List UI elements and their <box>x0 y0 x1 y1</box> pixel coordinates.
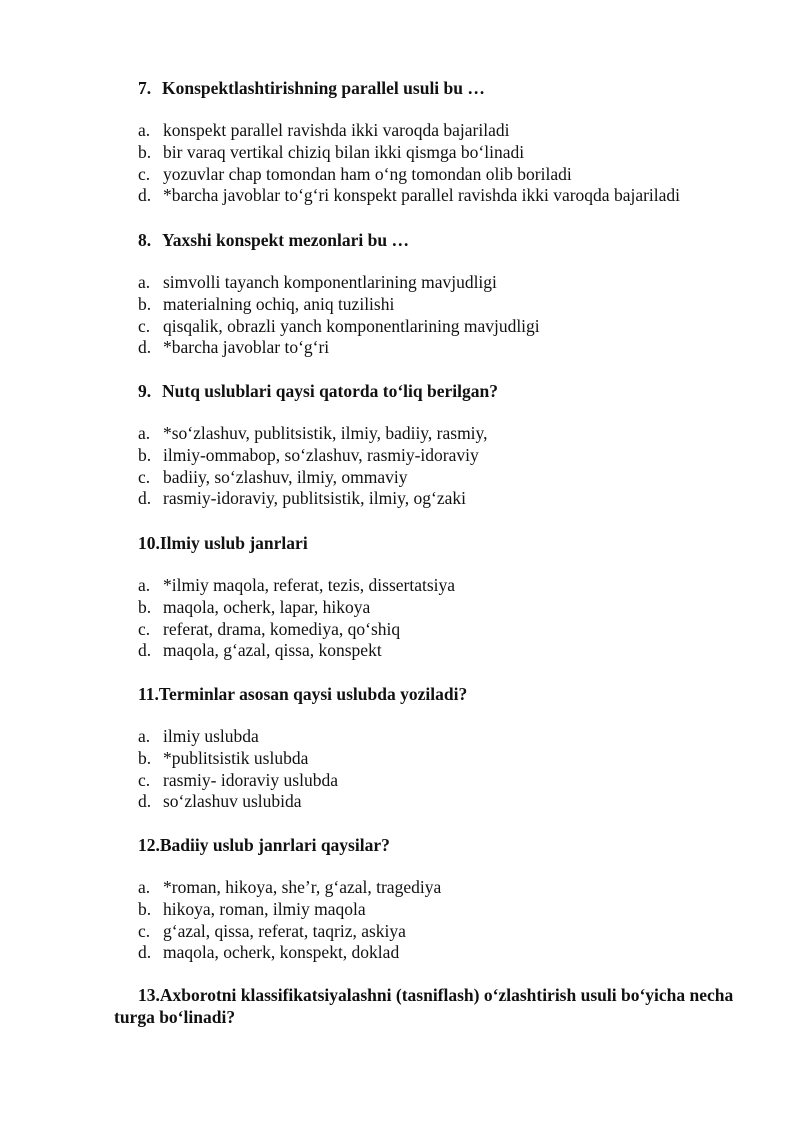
option-text: ilmiy uslubda <box>163 726 259 746</box>
option-item <box>138 619 455 641</box>
option-item <box>138 294 540 316</box>
option-letter: b. <box>138 293 152 314</box>
question-text: Ilmiy uslub janrlari <box>159 533 308 553</box>
question-number: 10. <box>138 533 160 553</box>
question-12-options <box>138 877 441 964</box>
option-text: maqola, ocherk, lapar, hikoya <box>163 596 371 617</box>
option-item <box>138 748 338 770</box>
question-text: Badiiy uslub janrlari qaysilar? <box>159 835 390 855</box>
option-item <box>138 640 455 662</box>
option-item <box>138 877 441 899</box>
option-letter: b. <box>138 141 152 162</box>
question-13-heading <box>114 984 754 1028</box>
option-item <box>138 942 441 964</box>
option-text: *ilmiy maqola, referat, tezis, dissertatsiya <box>163 575 456 595</box>
option-item <box>138 770 338 792</box>
option-text: qisqalik, obrazli yanch komponentlarining mavjudligi <box>163 315 540 336</box>
option-letter: a. <box>138 272 151 292</box>
option-letter: d. <box>138 185 152 206</box>
option-text: so‘zlashuv uslubida <box>163 791 302 812</box>
option-text: *roman, hikoya, she’r, g‘azal, tragediya <box>163 877 442 897</box>
option-item <box>138 423 488 445</box>
option-text: *barcha javoblar to‘g‘ri <box>163 337 330 358</box>
option-item <box>138 337 540 359</box>
question-number: 11. <box>138 684 159 704</box>
option-letter: d. <box>138 337 152 358</box>
option-text: referat, drama, komediya, qo‘shiq <box>163 618 401 639</box>
option-text: materialning ochiq, aniq tuzilishi <box>163 293 395 314</box>
question-number: 13. <box>138 985 160 1005</box>
question-text: Konspektlashtirishning parallel usuli bu … <box>162 78 485 98</box>
question-number: 7. <box>138 78 152 98</box>
question-7-heading <box>138 77 485 99</box>
option-item <box>138 445 488 467</box>
option-text: rasmiy-idoraviy, publitsistik, ilmiy, og‘zaki <box>163 488 466 509</box>
option-letter: d. <box>138 488 152 509</box>
option-letter: c. <box>138 769 151 790</box>
option-text: rasmiy- idoraviy uslubda <box>163 769 338 790</box>
option-text: maqola, g‘azal, qissa, konspekt <box>163 640 382 661</box>
question-text: Yaxshi konspekt mezonlari bu … <box>162 230 409 250</box>
question-8-options <box>138 272 540 359</box>
option-letter: a. <box>138 423 151 443</box>
question-8-heading <box>138 229 409 251</box>
option-text: *barcha javoblar to‘g‘ri konspekt parallel ravishda ikki varoqda bajariladi <box>163 185 681 206</box>
option-item <box>138 921 441 943</box>
question-10-options <box>138 575 455 662</box>
option-item <box>138 726 338 748</box>
option-item <box>138 272 540 294</box>
option-letter: c. <box>138 466 151 487</box>
option-letter: c. <box>138 163 151 184</box>
option-letter: b. <box>138 747 152 768</box>
option-item <box>138 185 680 207</box>
option-text: hikoya, roman, ilmiy maqola <box>163 898 366 919</box>
option-text: *publitsistik uslubda <box>163 747 309 768</box>
option-item <box>138 164 680 186</box>
option-text: konspekt parallel ravishda ikki varoqda bajariladi <box>163 120 510 140</box>
option-text: bir varaq vertikal chiziq bilan ikki qismga bo‘linadi <box>163 141 525 162</box>
option-item <box>138 120 680 142</box>
question-number: 9. <box>138 381 152 401</box>
question-number: 8. <box>138 230 152 250</box>
question-11-heading <box>138 683 467 705</box>
option-letter: c. <box>138 315 151 336</box>
option-letter: b. <box>138 596 152 617</box>
option-item <box>138 488 488 510</box>
option-item <box>138 316 540 338</box>
option-text: g‘azal, qissa, referat, taqriz, askiya <box>163 920 406 941</box>
option-text: *so‘zlashuv, publitsistik, ilmiy, badiiy, rasmiy, <box>163 423 488 443</box>
option-letter: c. <box>138 618 151 639</box>
option-letter: a. <box>138 726 151 746</box>
option-letter: d. <box>138 640 152 661</box>
option-text: yozuvlar chap tomondan ham o‘ng tomondan olib boriladi <box>163 163 572 184</box>
option-letter: a. <box>138 120 151 140</box>
option-item <box>138 899 441 921</box>
option-letter: c. <box>138 920 151 941</box>
option-item <box>138 142 680 164</box>
question-12-heading <box>138 834 390 856</box>
option-item <box>138 467 488 489</box>
question-text: Axborotni klassifikatsiyalashni (tasniflash) o‘zlashtirish usuli bo‘yicha necha turga bo‘linadi? <box>114 985 734 1027</box>
option-letter: b. <box>138 444 152 465</box>
option-letter: b. <box>138 898 152 919</box>
option-letter: d. <box>138 791 152 812</box>
question-text: Terminlar asosan qaysi uslubda yoziladi? <box>158 684 468 704</box>
option-letter: d. <box>138 942 152 963</box>
question-7-options <box>138 120 680 207</box>
option-item <box>138 575 455 597</box>
question-number: 12. <box>138 835 160 855</box>
option-item <box>138 597 455 619</box>
question-text: Nutq uslublari qaysi qatorda to‘liq berilgan? <box>162 381 498 401</box>
option-item <box>138 791 338 813</box>
question-11-options <box>138 726 338 813</box>
question-10-heading <box>138 532 308 554</box>
option-letter: a. <box>138 877 151 897</box>
option-text: maqola, ocherk, konspekt, doklad <box>163 942 400 963</box>
option-text: badiiy, so‘zlashuv, ilmiy, ommaviy <box>163 466 408 487</box>
option-text: ilmiy-ommabop, so‘zlashuv, rasmiy-idoraviy <box>163 444 479 465</box>
question-9-heading <box>138 380 498 402</box>
option-letter: a. <box>138 575 151 595</box>
option-text: simvolli tayanch komponentlarining mavjudligi <box>163 272 497 292</box>
question-9-options <box>138 423 488 510</box>
